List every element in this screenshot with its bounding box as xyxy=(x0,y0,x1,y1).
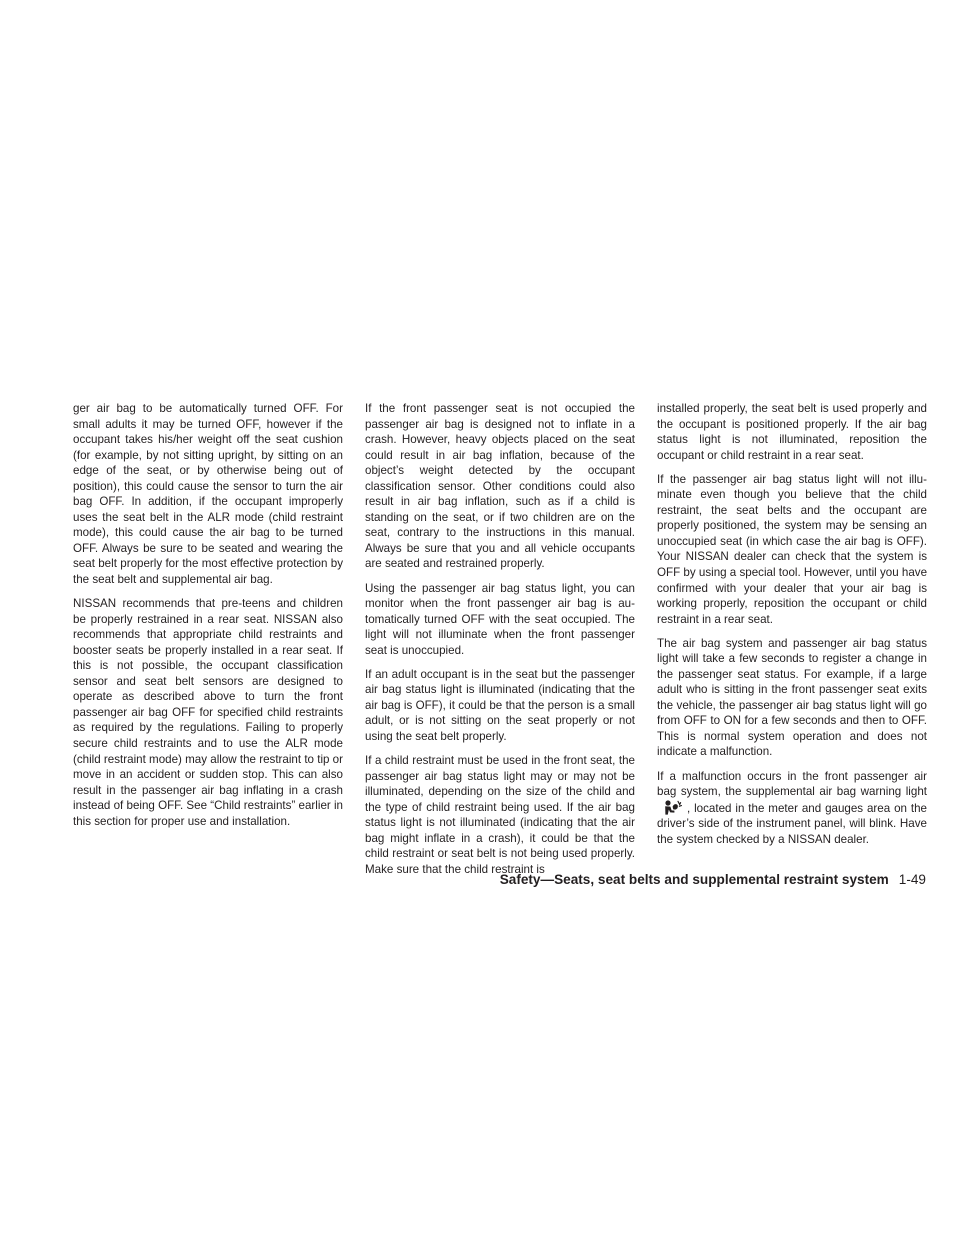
paragraph: installed properly, the seat belt is used properly and the occupant is positioned properly. If the air bag status light is not illuminated, reposition the occupant or child restraint in a rear seat. xyxy=(657,402,927,462)
paragraph: NISSAN recommends that pre-teens and children be properly restrained in a rear seat. NISSAN also recommends that appropriate child restraints and booster seats be properly installed in a rear seat. If this is not possible, the occupant classification sensor and seat belt sensors are designed to operate as described above to turn the front passenger air bag OFF for specified child restraints as required by the regulations. Failing to properly secure child restraints and to use the ALR mode (child restraint mode) may allow the restraint to tip or move in an accident or sudden stop. This can also result in the passenger air bag inflating in a crash instead of being OFF. See “Child restraints” earlier in this section for proper use and installation. xyxy=(73,597,343,828)
text-column-1 xyxy=(73,401,343,838)
section-title: Safety—Seats, seat belts and supplemental restraint system xyxy=(499,872,889,887)
text-column-3 xyxy=(657,401,927,856)
paragraph: ger air bag to be automatically turned OFF. For small adults it may be turned OFF, however if the occupant takes his/her weight off the seat cushion (for example, by not sitting upright, by sitting on an edge of the seat, or by otherwise being out of position), this could cause the sensor to turn the air bag OFF. In addition, if the occupant improperly uses the seat belt in the ALR mode (child restraint mode), this could cause the air bag to be turned OFF. Always be sure to be seated and wearing the seat belt properly for the most effective protection by the seat belt and supplemental air bag. xyxy=(73,402,343,587)
page-footer xyxy=(500,872,926,887)
airbag-warning-icon xyxy=(663,800,683,815)
page-number: 1-49 xyxy=(898,872,926,887)
paragraph: If a child restraint must be used in the front seat, the passenger air bag status light may or may not be illuminated, depending on the size of the child and the type of child restraint being used. If the air bag status light is not illuminated (indicating that the air bag might inflate in a crash), it could be that the child restraint or seat belt is not being used properly. Make sure that the child restraint is xyxy=(365,753,635,876)
paragraph: If an adult occupant is in the seat but the passenger air bag status light is illuminated (indicating that the air bag is OFF), it could be that the person is a small adult, or is not sitting on the seat properly or not using the seat belt properly. xyxy=(365,667,635,743)
text-column-2 xyxy=(365,401,635,886)
paragraph: Using the passenger air bag status light, you can monitor when the front passenger air bag is automatically turned OFF with the seat occupied. The light will not illuminate when the front passenger seat is unoccupied. xyxy=(365,581,635,657)
paragraph: If the front passenger seat is not occupied the passenger air bag is designed not to inflate in a crash. However, heavy objects placed on the seat could result in air bag inflation, because of the object’s weight detected by the occupant classification sensor. Other conditions could also result in air bag inflation, such as if a child is standing on the seat, or if two children are on the seat, contrary to the instructions in this manual. Always be sure that you and all vehicle occupants are seated and restrained properly. xyxy=(365,402,635,571)
paragraph-text: If a malfunction occurs in the front passenger air bag system, the supplemental air bag warning light xyxy=(657,769,927,799)
paragraph: The air bag system and passenger air bag status light will take a few seconds to register a change in the passenger seat status. For example, if a large adult who is sitting in the front passenger seat exits the vehicle, the passenger air bag status light will go from OFF to ON for a few seconds and then to OFF. This is normal system operation and does not indicate a malfunction. xyxy=(657,636,927,759)
paragraph-text: , located in the meter and gauges area on the driver’s side of the instrument panel, will blink. Have the system checked by a NISSAN dealer. xyxy=(657,801,927,846)
paragraph: If the passenger air bag status light will not illuminate even though you believe that the child restraint, the seat belts and the occupant are properly positioned, the system may be sensing an unoccupied seat (in which case the air bag is OFF). Your NISSAN dealer can check that the system is OFF by using a special tool. However, until you have confirmed with your dealer that your air bag is working properly, reposition the occupant or child restraint in a rear seat. xyxy=(657,472,928,626)
paragraph-with-icon xyxy=(657,769,927,848)
